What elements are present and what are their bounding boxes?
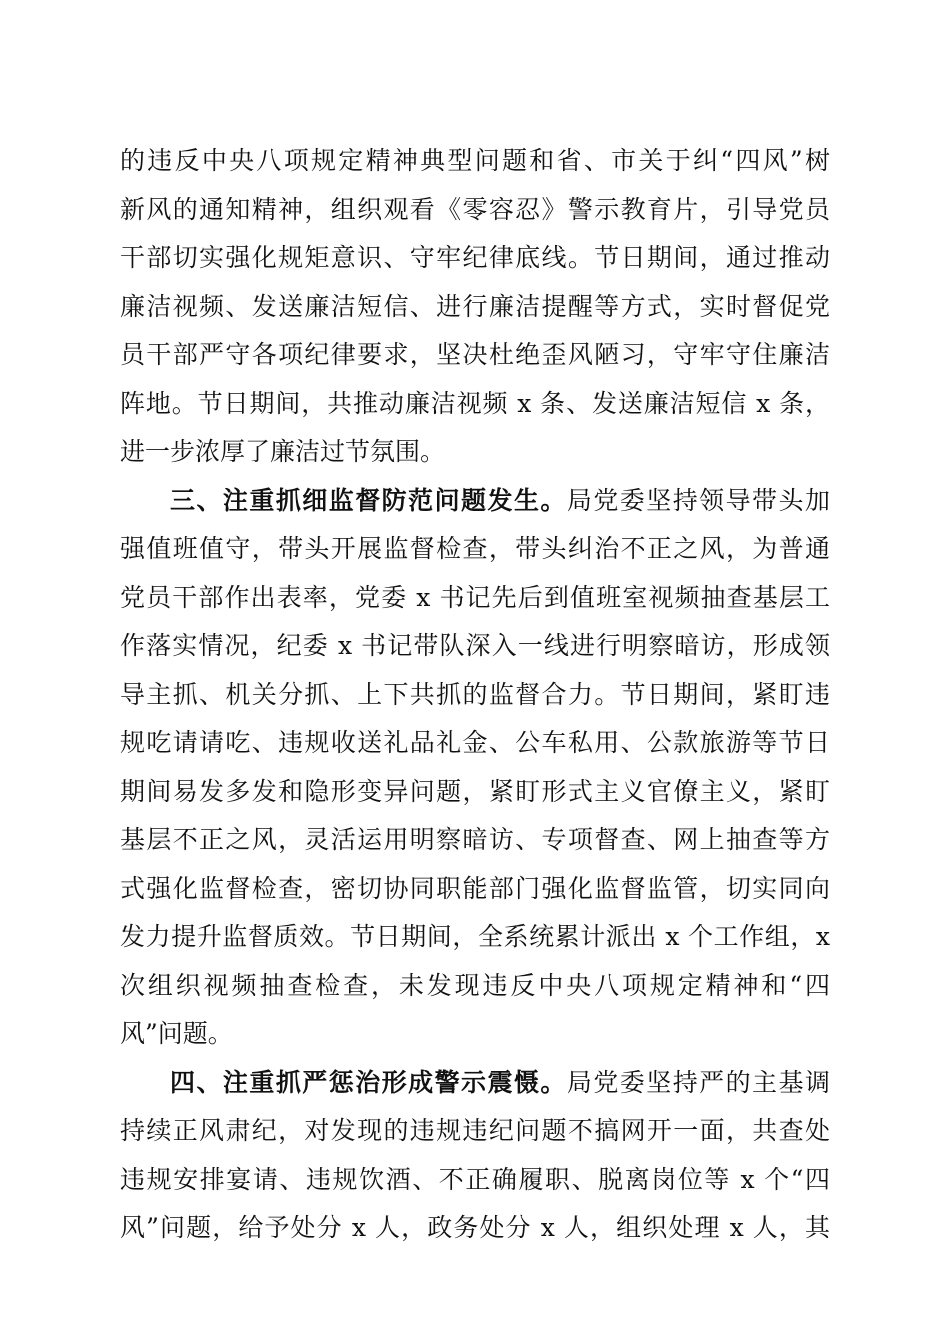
text-line: 期间易发多发和隐形变异问题，紧盯形式主义官僚主义，紧盯: [120, 776, 830, 806]
text-line: 强值班值守，带头开展监督检查，带头纠治不正之风，为普通: [120, 534, 830, 563]
text-line: 的违反中央八项规定精神典型问题和省、市关于纠“四风”树: [120, 146, 830, 175]
paragraph-first-line: [120, 1059, 830, 1108]
paragraph-first-line: [120, 477, 830, 526]
text-line: 进一步浓厚了廉洁过节氛围。: [120, 437, 446, 466]
text-line: 次组织视频抽查检查，未发现违反中央八项规定精神和“四: [120, 970, 830, 1000]
text-line: 廉洁视频、发送廉洁短信、进行廉洁提醒等方式，实时督促党: [120, 291, 830, 321]
document-body: [120, 137, 830, 1253]
text-line: 党员干部作出表率，党委 x 书记先后到值班室视频抽查基层工: [120, 582, 830, 612]
text-line: 发力提升监督质效。节日期间，全系统累计派出 x 个工作组，x: [120, 922, 830, 951]
text-line: 导主抓、机关分抓、上下共抓的监督合力。节日期间，紧盯违: [120, 679, 830, 709]
paragraph-3: [120, 1059, 830, 1253]
text-line: 作落实情况，纪委 x 书记带队深入一线进行明察暗访，形成领: [120, 631, 830, 660]
section-heading: 三、注重抓细监督防范问题发生。: [170, 485, 567, 515]
text-line: 风”问题。: [120, 1019, 233, 1048]
text-line: 持续正风肃纪，对发现的违规违纪问题不搞网开一面，共查处: [120, 1116, 830, 1145]
text-line: 式强化监督检查，密切协同职能部门强化监督监管，切实同向: [120, 873, 830, 903]
text-line: 违规安排宴请、违规饮酒、不正确履职、脱离岗位等 x 个“四: [120, 1164, 830, 1194]
paragraph-1: [120, 137, 830, 477]
text-line: 新风的通知精神，组织观看《零容忍》警示教育片，引导党员: [120, 194, 830, 224]
text-line: 基层不正之风，灵活运用明察暗访、专项督查、网上抽查等方: [120, 825, 830, 854]
paragraph-2: [120, 477, 830, 1059]
text-line: 规吃请请吃、违规收送礼品礼金、公车私用、公款旅游等节日: [120, 728, 830, 757]
text-line: 风”问题，给予处分 x 人，政务处分 x 人，组织处理 x 人，其: [120, 1213, 830, 1242]
section-heading: 四、注重抓严惩治形成警示震慑。: [170, 1067, 567, 1097]
text-line: 干部切实强化规矩意识、守牢纪律底线。节日期间，通过推动: [120, 243, 830, 272]
text-line: 员干部严守各项纪律要求，坚决杜绝歪风陋习，守牢守住廉洁: [120, 340, 830, 369]
text-line: 阵地。节日期间，共推动廉洁视频 x 条、发送廉洁短信 x 条，: [120, 388, 830, 418]
text-run: 局党委坚持严的主基调: [566, 1067, 830, 1097]
text-run: 局党委坚持领导带头加: [566, 485, 830, 515]
